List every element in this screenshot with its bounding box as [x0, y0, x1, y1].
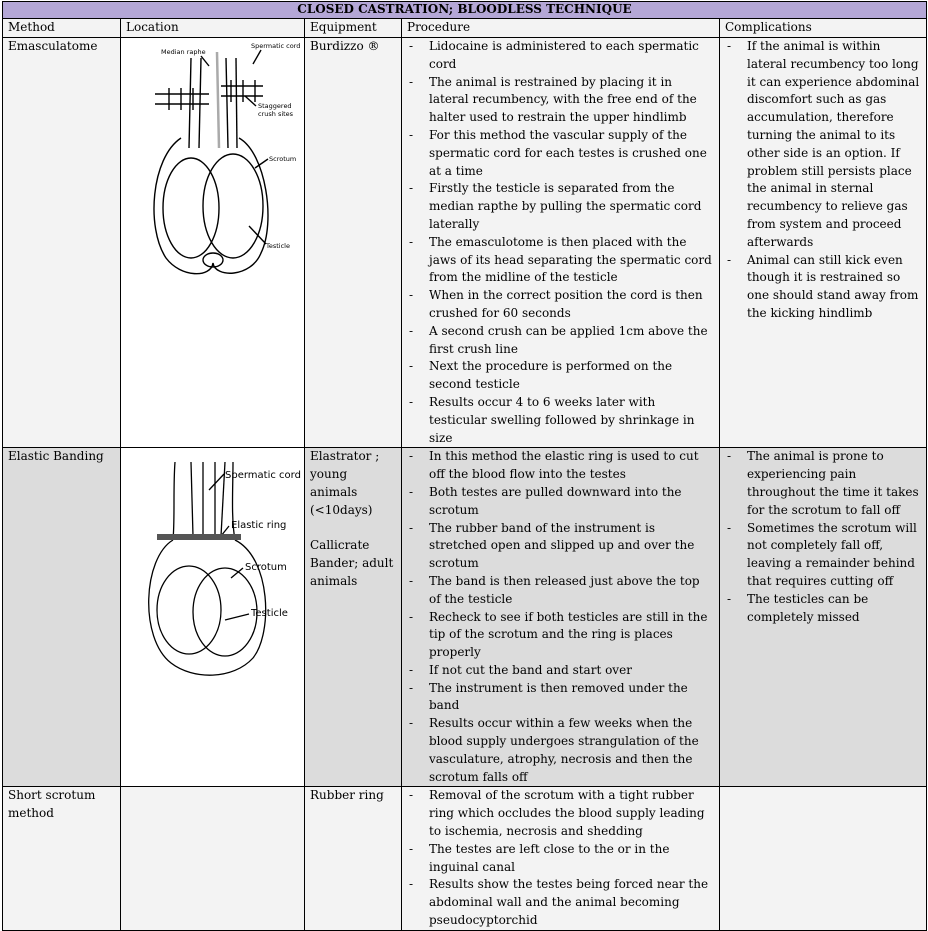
procedure-step: - Next the procedure is performed on the second testicle: [407, 358, 715, 394]
procedure-step: - The instrument is then removed under the band: [407, 680, 715, 716]
procedure-step: - Recheck to see if both testicles are still in the tip of the scrotum and the ring is places properly: [407, 609, 715, 662]
complication-item: - Sometimes the scrotum will not completely fall off, leaving a remainder behind that requires cutting off: [725, 520, 922, 591]
figure-label-spermatic-cord: Spermatic cord: [251, 42, 301, 50]
procedure-step: - For this method the vascular supply of the spermatic cord for each testes is crushed one at a time: [407, 127, 715, 180]
table-row: [3, 787, 927, 930]
procedure-step: - Results occur 4 to 6 weeks later with testicular swelling followed by shrinkage in size: [407, 394, 715, 447]
equipment-cell: [305, 787, 402, 930]
equipment-cell: [305, 38, 402, 448]
header-location: Location: [121, 19, 305, 38]
method-cell: Short scrotum method: [3, 787, 121, 930]
figure-label-testicle: Testicle: [251, 608, 288, 620]
procedure-step: - When in the correct position the cord is then crushed for 60 seconds: [407, 287, 715, 323]
figure-label-staggered: Staggered: [258, 102, 292, 110]
equipment-line: Callicrate: [310, 538, 370, 553]
procedure-step: - If not cut the band and start over: [407, 662, 715, 680]
elastic-ring-band: [157, 534, 241, 540]
header-equipment: Equipment: [305, 19, 402, 38]
equipment-line: Bander; adult: [310, 556, 394, 571]
header-complications: Complications: [720, 19, 927, 38]
equipment-line: animals: [310, 573, 358, 588]
procedure-step: - Both testes are pulled downward into the scrotum: [407, 484, 715, 520]
complications-cell-empty: [720, 787, 927, 930]
complications-cell: [720, 38, 927, 448]
complication-item: - The animal is prone to experiencing pain throughout the time it takes for the scrotum to fall off: [725, 448, 922, 519]
procedure-step: - Results show the testes being forced near the abdominal wall and the animal becoming pseudocyptorchid: [407, 876, 715, 929]
equipment-line: Rubber ring: [310, 788, 384, 803]
method-cell: Elastic Banding: [3, 448, 121, 787]
figure-label-scrotum: Scrotum: [269, 155, 297, 163]
equipment-line: young animals: [310, 467, 358, 499]
table-row: [3, 38, 927, 448]
equipment-line: Burdizzo ®: [310, 39, 380, 53]
procedure-step: - The emasculotome is then placed with the jaws of its head separating the spermatic cord from the midline of the testicle: [407, 234, 715, 287]
equipment-line: Elastrator ;: [310, 449, 380, 464]
procedure-step: - The animal is restrained by placing it in lateral recumbency, with the free end of the halter used to restrain the upper hindlimb: [407, 74, 715, 127]
table-title-row: [3, 2, 927, 19]
figure-label-elastic-ring: Elastic ring: [231, 520, 287, 532]
header-method: Method: [3, 19, 121, 38]
complications-cell: [720, 448, 927, 787]
figure-label-crush-sites: crush sites: [258, 110, 294, 118]
table-row: [3, 448, 927, 787]
procedure-step: - Lidocaine is administered to each spermatic cord: [407, 38, 715, 74]
procedure-step: - Results occur within a few weeks when the blood supply undergoes strangulation of the vasculature, atrophy, necrosis and then the scrotum falls off: [407, 715, 715, 786]
figure-label-median-raphe: Median raphe: [161, 48, 206, 56]
equipment-cell: [305, 448, 402, 787]
procedure-step: - Removal of the scrotum with a tight rubber ring which occludes the blood supply leading to ischemia, necrosis and shedding: [407, 787, 715, 840]
procedure-step: - The testes are left close to the or in the inguinal canal: [407, 841, 715, 877]
location-figure-cell: [121, 38, 305, 448]
procedure-step: - In this method the elastic ring is used to cut off the blood flow into the testes: [407, 448, 715, 484]
procedure-step: - Firstly the testicle is separated from the median rapthe by pulling the spermatic cord laterally: [407, 180, 715, 233]
procedure-step: - A second crush can be applied 1cm above the first crush line: [407, 323, 715, 359]
table-title: CLOSED CASTRATION; BLOODLESS TECHNIQUE: [3, 2, 927, 19]
equipment-line: (<10days): [310, 502, 373, 517]
figure-label-spermatic-cord: Spermatic cord: [225, 470, 301, 482]
procedure-cell: [402, 448, 720, 787]
procedure-step: - The band is then released just above the top of the testicle: [407, 573, 715, 609]
emasculatome-diagram: [121, 38, 303, 278]
complication-item: - If the animal is within lateral recumbency too long it can experience abdominal discomfort such as gas accumulation, therefore turning the animal to its other side is an option. If problem still persists place the animal in sternal recumbency to relieve gas from system and proceed afterwards: [725, 38, 922, 252]
figure-label-testicle: Testicle: [266, 242, 290, 250]
location-cell-empty: [121, 787, 305, 930]
equipment-line: [310, 520, 397, 538]
header-row: [3, 19, 927, 38]
location-figure-cell: [121, 448, 305, 787]
complication-item: - The testicles can be completely missed: [725, 591, 922, 627]
elastic-band-diagram: [121, 448, 303, 680]
header-procedure: Procedure: [402, 19, 720, 38]
procedure-step: - The rubber band of the instrument is stretched open and slipped up and over the scrotum: [407, 520, 715, 573]
procedure-cell: [402, 38, 720, 448]
figure-label-scrotum: Scrotum: [245, 562, 287, 574]
procedure-cell: [402, 787, 720, 930]
castration-table: [2, 1, 926, 931]
complication-item: - Animal can still kick even though it is restrained so one should stand away from the kicking hindlimb: [725, 252, 922, 323]
method-cell: Emasculatome: [3, 38, 121, 448]
